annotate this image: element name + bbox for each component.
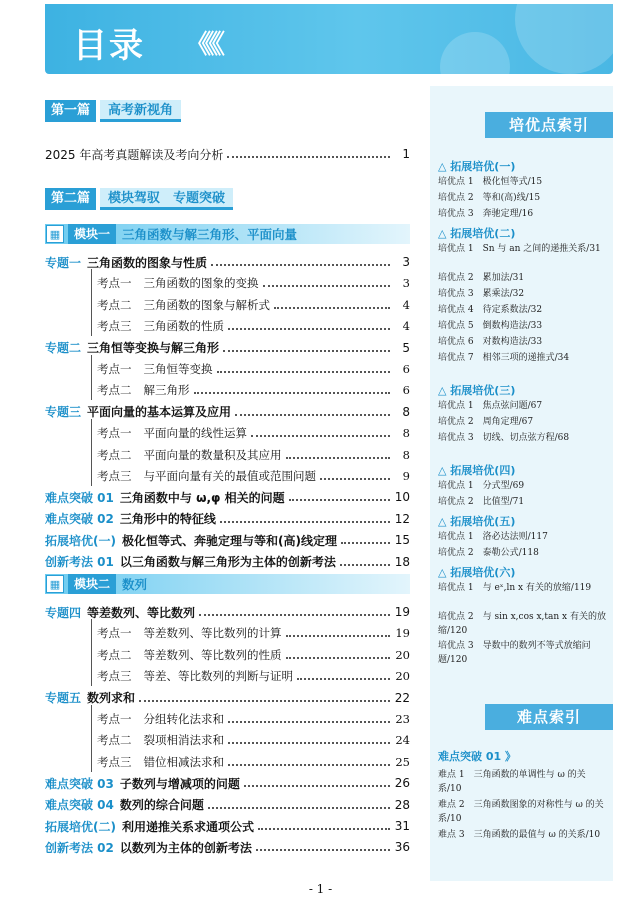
page-number: 15: [394, 533, 410, 548]
entry-text: 子数列与增减项的问题: [119, 776, 240, 791]
sidebar-index-item[interactable]: 培优点 4 待定系数法/32: [438, 305, 543, 315]
leader-dots: [340, 558, 390, 566]
sidebar-index-item[interactable]: 培优点 1 洛必达法则/117: [438, 532, 548, 542]
entry-label: 考点二: [97, 297, 132, 312]
page-number: 8: [402, 404, 410, 419]
toc-entry[interactable]: [45, 773, 410, 793]
entry-label: 考点一: [97, 426, 132, 441]
entry-label: 专题三: [45, 405, 82, 420]
toc-subentry[interactable]: [97, 359, 410, 379]
toc-subentry[interactable]: [97, 445, 410, 465]
entry-label: 考点三: [97, 319, 132, 334]
leader-dots: [320, 472, 390, 480]
sidebar-group-title: △ 拓展培优(五): [438, 515, 516, 528]
leader-dots: [286, 651, 391, 659]
toc-entry[interactable]: [45, 509, 410, 529]
entry-label: 考点二: [97, 447, 132, 462]
sidebar-group-title: △ 拓展培优(六): [438, 566, 516, 579]
entry-label: 难点突破 02: [45, 512, 114, 527]
entry-text: 平面向量的线性运算: [143, 426, 247, 441]
leader-dots: [286, 629, 391, 637]
toc-entry[interactable]: [45, 552, 410, 572]
entry-text: 2025 年高考真题解读及考向分析: [45, 147, 224, 162]
entry-label: 难点突破 04: [45, 798, 114, 813]
page-number: 26: [394, 776, 410, 791]
toc-subentry[interactable]: [97, 273, 410, 293]
entry-label: 考点二: [97, 647, 132, 662]
leader-dots: [297, 672, 390, 680]
sidebar-index-item[interactable]: 培优点 1 与 eˣ,ln x 有关的放缩/119: [438, 583, 592, 593]
page-number: 10: [394, 490, 410, 505]
sidebar-index-item[interactable]: 培优点 3 奔驰定理/16: [438, 209, 534, 219]
page-number: 1: [402, 147, 410, 161]
index-heading: 难点索引: [485, 704, 613, 730]
module-heading: [45, 224, 410, 244]
entry-label: 创新考法 02: [45, 840, 114, 855]
leader-dots: [223, 344, 390, 352]
bracket-line: [91, 419, 92, 486]
module-title: 数列: [122, 577, 148, 592]
page-number: 6: [402, 383, 410, 398]
part-heading: [45, 188, 233, 210]
module-tag: 模块一: [68, 224, 116, 244]
sidebar-index-item[interactable]: 培优点 1 Sn 与 an 之间的递推关系/31: [438, 244, 601, 254]
entry-label: 专题四: [45, 605, 82, 620]
entry-text: 等差数列、等比数列的性质: [143, 647, 282, 662]
sidebar-index-item[interactable]: 培优点 3 切线、切点弦方程/68: [438, 433, 570, 443]
entry-label: 考点三: [97, 754, 132, 769]
sidebar-index-item[interactable]: 培优点 7 相邻三项的递推式/34: [438, 353, 570, 363]
entry-label: 专题五: [45, 691, 82, 706]
page-number: 8: [402, 426, 410, 441]
page-number: 3: [402, 255, 410, 269]
entry-text: 等差数列、等比数列的计算: [143, 626, 282, 641]
sidebar-index-item[interactable]: 培优点 2 与 sin x,cos x,tan x 有关的放缩/120: [438, 612, 606, 636]
toc-subentry[interactable]: [97, 752, 410, 772]
entry-text: 三角恒等变换: [143, 362, 213, 376]
index-heading: 培优点索引: [485, 112, 613, 138]
bracket-line: [91, 705, 92, 772]
decorative-circle: [515, 4, 613, 74]
chevron-left-icon: 《《《: [185, 30, 220, 60]
sidebar-index: [430, 86, 613, 881]
entry-label: 拓展培优(二): [45, 819, 116, 834]
toc-subentry[interactable]: [97, 316, 410, 336]
entry-text: 利用递推关系求通项公式: [121, 819, 254, 834]
leader-dots: [228, 758, 390, 766]
leader-dots: [228, 736, 390, 744]
sidebar-group-title: △ 拓展培优(二): [438, 227, 516, 240]
leader-dots: [139, 694, 390, 702]
toc-subentry[interactable]: [97, 730, 410, 750]
entry-label: 考点二: [97, 733, 132, 748]
entry-text: 三角函数的图象与解析式: [143, 297, 270, 312]
part-tag: 第二篇: [45, 188, 96, 210]
page-number: 31: [394, 819, 410, 833]
toc-entry[interactable]: [45, 837, 410, 857]
entry-label: 考点三: [97, 469, 132, 483]
entry-label: 专题二: [45, 341, 82, 356]
sidebar-index-item[interactable]: 培优点 2 泰勒公式/118: [438, 548, 539, 558]
part-title: 模块驾驭 专题突破: [100, 188, 233, 210]
title-banner: [45, 4, 613, 74]
entry-text: 数列的综合问题: [119, 798, 204, 813]
sidebar-index-item[interactable]: 培优点 2 等和(高)线/15: [438, 193, 541, 203]
toc-subentry[interactable]: [97, 666, 410, 686]
toc-entry[interactable]: [45, 252, 410, 272]
entry-text: 裂项相消法求和: [143, 733, 224, 748]
leader-dots: [235, 408, 390, 416]
sidebar-index-item[interactable]: 培优点 2 比值型/71: [438, 497, 525, 507]
entry-label: 考点二: [97, 383, 132, 398]
sidebar-index-item[interactable]: 培优点 3 累乘法/32: [438, 289, 525, 299]
difficulty-index-item[interactable]: 难点 1 三角函数的单调性与 ω 的关系/10: [438, 770, 586, 794]
entry-label: 考点三: [97, 669, 132, 684]
page-number: 23: [395, 712, 410, 726]
toc-entry[interactable]: [45, 402, 410, 422]
toc-entry[interactable]: [45, 338, 410, 358]
entry-text: 三角形中的特征线: [119, 512, 216, 527]
difficulty-index-item[interactable]: 难点 2 三角函数图象的对称性与 ω 的关系/10: [438, 800, 604, 824]
page-number: 6: [402, 362, 410, 376]
toc-entry[interactable]: [45, 602, 410, 622]
entry-text: 三角函数的图象与性质: [87, 255, 208, 270]
page-number: 20: [395, 669, 410, 684]
bracket-line: [91, 355, 92, 400]
leader-dots: [194, 386, 391, 394]
entry-label: 创新考法 01: [45, 555, 114, 570]
module-icon: ▦: [46, 225, 64, 243]
toc-entry[interactable]: [45, 688, 410, 708]
page-number: 19: [394, 605, 410, 619]
entry-label: 考点一: [97, 712, 132, 726]
difficulty-index-item[interactable]: 难点 3 三角函数的最值与 ω 的关系/10: [438, 830, 601, 840]
entry-label: 难点突破 01: [45, 490, 114, 505]
leader-dots: [227, 150, 390, 158]
entry-text: 平面向量的基本运算及应用: [87, 405, 232, 420]
sidebar-index-item[interactable]: 培优点 1 焦点弦问题/67: [438, 401, 543, 411]
toc-entry[interactable]: [45, 816, 410, 836]
toc-subentry[interactable]: [97, 645, 410, 665]
toc-entry[interactable]: [45, 530, 410, 550]
page-number: 4: [402, 319, 410, 334]
page-number: 12: [394, 511, 410, 526]
page-number: 22: [394, 690, 410, 705]
page-number: 8: [402, 447, 410, 462]
page-number: 9: [402, 469, 410, 483]
entry-text: 三角函数中与 ω,φ 相关的问题: [119, 490, 285, 505]
page-number: 25: [395, 754, 410, 769]
entry-label: 难点突破 03: [45, 776, 114, 791]
toc-entry[interactable]: [45, 144, 410, 164]
toc-entry[interactable]: [45, 487, 410, 507]
toc-subentry[interactable]: [97, 709, 410, 729]
entry-text: 以三角函数与解三角形为主体的创新考法: [119, 555, 336, 570]
leader-dots: [263, 279, 391, 287]
sidebar-group-title: △ 拓展培优(一): [438, 160, 516, 173]
sidebar-index-item[interactable]: 培优点 6 对数构造法/33: [438, 337, 543, 347]
toc-subentry[interactable]: [97, 423, 410, 443]
entry-label: 专题一: [45, 255, 82, 270]
bracket-line: [91, 269, 92, 336]
leader-dots: [199, 608, 390, 616]
sidebar-index-item[interactable]: 培优点 3 导数中的数列不等式放缩问题/120: [438, 641, 591, 665]
sidebar-group-title: △ 拓展培优(三): [438, 384, 516, 397]
bracket-line: [91, 619, 92, 686]
module-icon: ▦: [46, 575, 64, 593]
entry-label: 考点一: [97, 626, 132, 641]
sidebar-index-item[interactable]: 培优点 2 周角定理/67: [438, 417, 534, 427]
leader-dots: [228, 715, 390, 723]
leader-dots: [211, 258, 390, 266]
sidebar-index-item[interactable]: 培优点 1 极化恒等式/15: [438, 177, 543, 187]
page-number: 18: [394, 554, 410, 569]
entry-text: 错位相减法求和: [143, 754, 224, 769]
leader-dots: [228, 322, 390, 330]
entry-text: 三角恒等变换与解三角形: [87, 341, 220, 356]
page-footer: - 1 -: [308, 882, 333, 896]
leader-dots: [217, 365, 391, 373]
part-heading: [45, 100, 181, 122]
leader-dots: [256, 843, 390, 851]
leader-dots: [289, 493, 390, 501]
entry-text: 三角函数的图象的变换: [143, 276, 259, 291]
decorative-circle: [440, 32, 510, 74]
part-title: 高考新视角: [100, 100, 181, 122]
entry-text: 三角函数的性质: [143, 319, 224, 334]
sidebar-index-item[interactable]: 培优点 5 倒数构造法/33: [438, 321, 543, 331]
page-title: 目录: [73, 26, 145, 66]
leader-dots: [341, 536, 390, 544]
entry-text: 数列求和: [87, 691, 136, 706]
leader-dots: [244, 779, 390, 787]
difficulty-group-title: 难点突破 01 》: [438, 750, 516, 763]
page-number: 19: [395, 626, 410, 641]
leader-dots: [258, 822, 390, 830]
entry-text: 等差数列、等比数列: [87, 605, 196, 620]
leader-dots: [208, 801, 390, 809]
entry-text: 平面向量的数量积及其应用: [143, 447, 282, 462]
leader-dots: [274, 301, 390, 309]
leader-dots: [251, 429, 390, 437]
entry-text: 与平面向量有关的最值或范围问题: [143, 469, 316, 483]
sidebar-index-item[interactable]: 培优点 1 分式型/69: [438, 481, 525, 491]
module-tag: 模块二: [68, 574, 116, 594]
entry-label: 考点一: [97, 362, 132, 376]
entry-text: 解三角形: [143, 383, 190, 398]
leader-dots: [220, 515, 390, 523]
sidebar-group-title: △ 拓展培优(四): [438, 464, 516, 477]
toc-subentry[interactable]: [97, 466, 410, 486]
entry-label: 考点一: [97, 276, 132, 291]
entry-text: 分组转化法求和: [143, 712, 224, 726]
page-number: 5: [402, 340, 410, 355]
page-number: 4: [402, 297, 410, 312]
toc-subentry[interactable]: [97, 295, 410, 315]
entry-text: 以数列为主体的创新考法: [119, 840, 252, 855]
entry-label: 拓展培优(一): [45, 533, 116, 548]
page-number: 24: [395, 733, 410, 748]
entry-text: 极化恒等式、奔驰定理与等和(高)线定理: [121, 533, 337, 548]
sidebar-index-item[interactable]: 培优点 2 累加法/31: [438, 273, 525, 283]
leader-dots: [286, 451, 391, 459]
page-number: 36: [394, 840, 410, 855]
module-title: 三角函数与解三角形、平面向量: [122, 227, 298, 242]
page-number: 20: [395, 647, 410, 662]
toc-entry[interactable]: [45, 795, 410, 815]
entry-text: 等差、等比数列的判断与证明: [143, 669, 293, 684]
toc-subentry[interactable]: [97, 623, 410, 643]
page-number: 3: [402, 276, 410, 291]
module-heading: [45, 574, 410, 594]
page-number: 28: [394, 797, 410, 812]
toc-subentry[interactable]: [97, 380, 410, 400]
part-tag: 第一篇: [45, 100, 96, 122]
